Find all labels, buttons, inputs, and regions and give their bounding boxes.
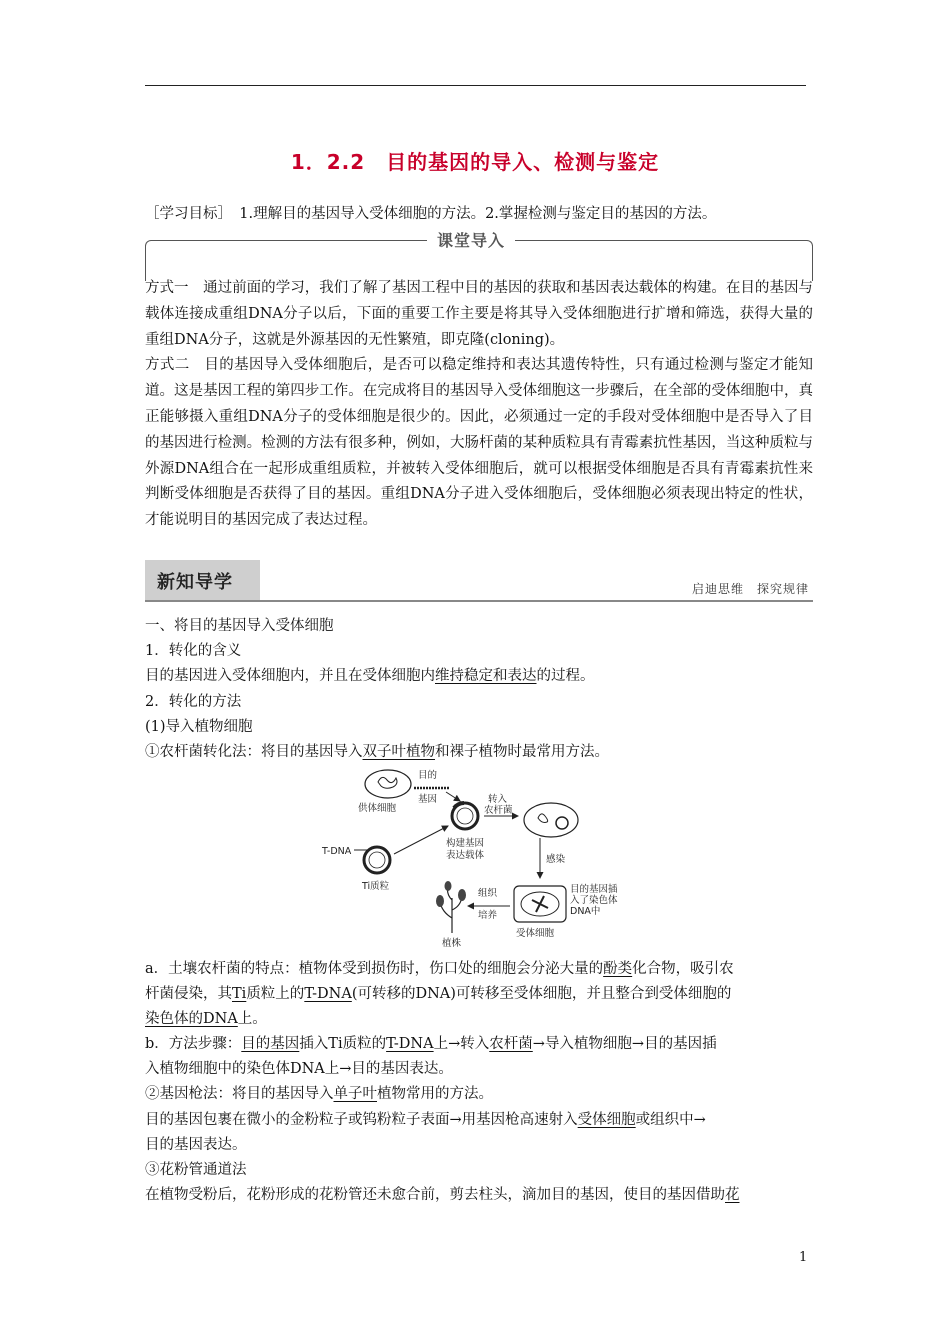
point-a-line-1: a．土壤农杆菌的特点：植物体受到损伤时，伤口处的细胞会分泌大量的酚类化合物，吸引农	[145, 961, 734, 977]
gene-gun-desc-1: 目的基因包裹在微小的金粉粒子或钨粉粒子表面→用基因枪高速射入受体细胞或组织中→	[145, 1112, 706, 1128]
donor-cell-label: 供体细胞	[358, 803, 397, 814]
gene-label-1: 目的	[418, 770, 438, 781]
intro-paragraph-2: 方式二 目的基因导入受体细胞后，是否可以稳定维持和表达其遗传特性，只有通过检测与鉴定才能知道。这是基因工程的第四步工作。在完成将目的基因导入受体细胞这一步骤后，在全部的受体细胞中，真正能够摄入重组DNA分子的受体细胞是很少的。因此，必须通过一定的手段对受体细胞中是否导入了目的基因进行检测。检测的方法有很多种，例如，大肠杆菌的某种质粒具有青霉素抗性基因，当这种质粒与外源DNA组合在一起形成重组质粒，并被转入受体细胞后，就可以根据受体细胞是否具有青霉素抗性来判断受体细胞是否获得了目的基因。重组DNA分子进入受体细胞后，受体细胞必须表现出特定的性状，才能说明目的基因完成了表达过程。	[145, 357, 813, 529]
section-subtitle: 启迪思维 探究规律	[691, 582, 809, 596]
heading-1-2: 2．转化的方法	[145, 694, 242, 710]
gene-gun-desc-2: 目的基因表达。	[145, 1137, 247, 1153]
ti-plasmid-label: Ti质粒	[362, 881, 390, 892]
build-vector-label-1: 构建基因	[446, 838, 485, 849]
pollen-tube-heading: ③花粉管通道法	[145, 1162, 247, 1178]
top-rule	[145, 85, 806, 86]
infect-label: 感染	[546, 854, 566, 865]
transfer-label-2: 农杆菌	[484, 805, 513, 816]
intro-heading: 课堂导入	[427, 228, 515, 251]
gene-gun-line: ②基因枪法：将目的基因导入单子叶植物常用的方法。	[145, 1086, 493, 1102]
pollen-tube-desc: 在植物受粉后，花粉形成的花粉管还未愈合前，剪去柱头，滴加目的基因，使目的基因借助花	[145, 1187, 740, 1203]
point-b-line-1: b．方法步骤：目的基因插入Ti质粒的T-DNA上→转入农杆菌→导入植物细胞→目的基因插	[145, 1036, 717, 1052]
plant-label: 植株	[442, 938, 462, 948]
agrobacterium-line: ①农杆菌转化法：将目的基因导入双子叶植物和裸子植物时最常用方法。	[145, 744, 609, 760]
heading-1: 一、将目的基因导入受体细胞	[145, 618, 334, 634]
agrobacterium-diagram	[318, 768, 628, 948]
insert-label-1: 目的基因插	[570, 884, 618, 895]
intro-paragraphs	[145, 276, 813, 534]
page-number: 1	[799, 1250, 808, 1265]
section-label: 新知导学	[157, 572, 233, 593]
section-banner	[145, 560, 813, 600]
page-title: 1．2.2 目的基因的导入、检测与鉴定	[290, 150, 660, 174]
point-b-line-2: 入植物细胞中的染色体DNA上→目的基因表达。	[145, 1061, 453, 1077]
heading-plant: (1)导入植物细胞	[145, 719, 253, 735]
recipient-cell-label: 受体细胞	[516, 928, 555, 939]
point-a-line-3: 染色体的DNA上。	[145, 1011, 267, 1027]
learning-objectives: ［学习目标］ 1.理解目的基因导入受体细胞的方法。2.掌握检测与鉴定目的基因的方法。	[145, 206, 717, 222]
culture-label-2: 培养	[478, 910, 498, 921]
insert-label-2: 入了染色体	[570, 895, 618, 906]
insert-label-3: DNA中	[570, 906, 601, 917]
gene-label-2: 基因	[418, 794, 438, 805]
culture-label-1: 组织	[478, 888, 498, 899]
transfer-label-1: 转入	[488, 794, 508, 805]
build-vector-label-2: 表达载体	[446, 850, 485, 861]
definition-line: 目的基因进入受体细胞内，并且在受体细胞内维持稳定和表达的过程。	[145, 668, 595, 684]
intro-paragraph-1: 方式一 通过前面的学习，我们了解了基因工程中目的基因的获取和基因表达载体的构建。在目的基因与载体连接成重组DNA分子以后，下面的重要工作主要是将其导入受体细胞进行扩增和筛选，获得大量的重组DNA分子，这就是外源基因的无性繁殖，即克隆(cloning)。	[145, 280, 813, 348]
heading-1-1: 1．转化的含义	[145, 643, 242, 659]
point-a-line-2: 杆菌侵染，其Ti质粒上的T-DNA(可转移的DNA)可转移至受体细胞，并且整合到受体细胞的	[145, 986, 732, 1002]
tdna-label: T-DNA	[322, 846, 352, 857]
